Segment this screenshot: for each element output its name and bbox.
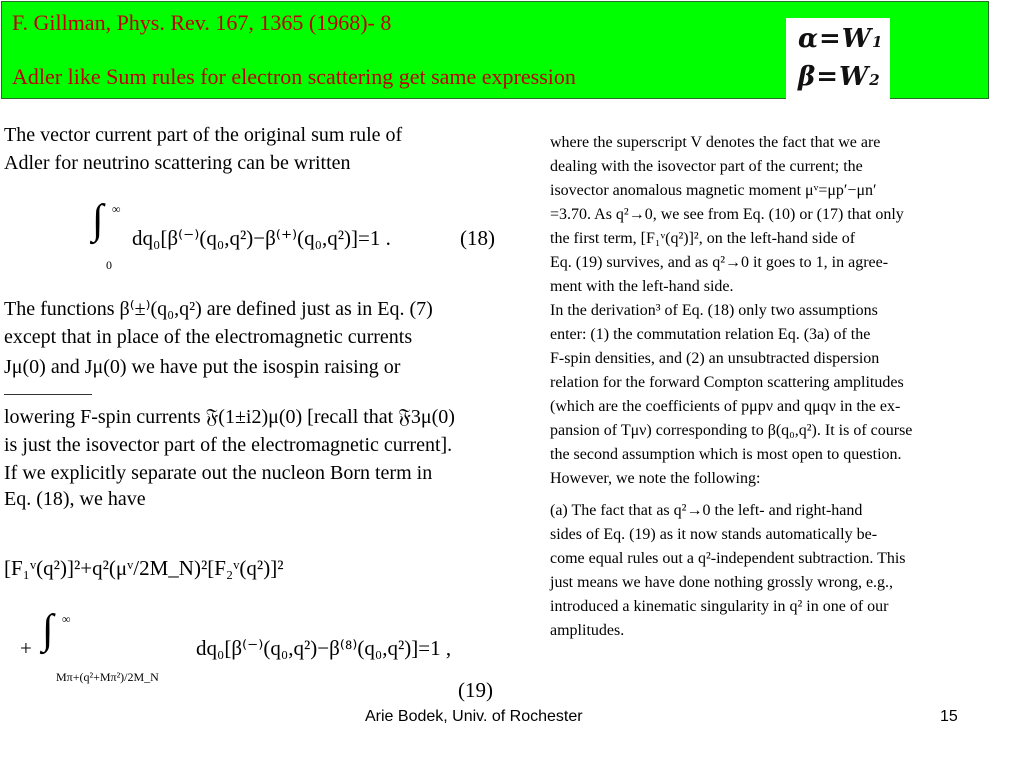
left-p3-line: Eq. (18), we have — [4, 488, 146, 510]
equation-19-number: (19) — [458, 678, 493, 702]
alpha-definition — [798, 24, 883, 54]
right-line: However, we note the following: — [550, 470, 761, 487]
slide-title: F. Gillman, Phys. Rev. 167, 1365 (1968)- 8 — [12, 10, 392, 35]
right-line: F-spin densities, and (2) an unsubtracted dispersion — [550, 350, 880, 367]
right-line: the first term, [F₁ᵛ(q²)]², on the left-hand side of — [550, 230, 856, 247]
definition-box — [786, 18, 890, 100]
beta-definition — [798, 62, 881, 92]
right-line: come equal rules out a q²-independent subtraction. This — [550, 550, 906, 567]
left-p3-line: lowering F-spin currents 𝔉(1±i2)μ(0) [recall that 𝔉3μ(0) — [4, 406, 455, 428]
right-line: sides of Eq. (19) as it now stands automatically be- — [550, 526, 878, 543]
equation-19-integral: dq₀[β⁽⁻⁾(q₀,q²)−β⁽⁸⁾(q₀,q²)]=1 , — [196, 636, 452, 660]
left-p1-line: Adler for neutrino scattering can be written — [4, 152, 351, 174]
slide-subtitle: Adler like Sum rules for electron scattering get same expression — [12, 64, 576, 89]
footer-author: Arie Bodek, Univ. of Rochester — [365, 708, 583, 725]
right-line: enter: (1) the commutation relation Eq. (3a) of the — [550, 326, 871, 343]
alpha-eq-text: α=W — [798, 24, 872, 54]
eq18-upper-limit: ∞ — [112, 202, 121, 216]
right-line: In the derivation³ of Eq. (18) only two assumptions — [550, 302, 878, 319]
left-p2-line: except that in place of the electromagnetic currents — [4, 326, 413, 348]
equation-19-line1: [F₁ᵛ(q²)]²+q²(μᵛ/2M_N)²[F₂ᵛ(q²)]² — [4, 556, 284, 580]
left-p2-line: Jμ(0) and Jμ(0) we have put the isospin raising or — [4, 356, 401, 378]
right-line: isovector anomalous magnetic moment μᵛ=μp′−μn′ — [550, 182, 877, 199]
plus-sign: + — [20, 636, 32, 660]
eq19-upper-limit: ∞ — [62, 612, 71, 626]
right-line: =3.70. As q²→0, we see from Eq. (10) or (17) that only — [550, 206, 904, 223]
integral-sign: ∫ — [42, 607, 54, 653]
right-line: just means we have done nothing grossly wrong, e.g., — [550, 574, 894, 591]
equation-18-number: (18) — [460, 226, 495, 250]
page-number: 15 — [940, 708, 958, 725]
left-p3-line: is just the isovector part of the electromagnetic current]. — [4, 434, 453, 456]
right-line: (which are the coefficients of pμpν and qμqν in the ex- — [550, 398, 901, 415]
left-p1-line: The vector current part of the original sum rule of — [4, 124, 403, 146]
right-line: the second assumption which is most open to question. — [550, 446, 902, 463]
eq19-lower-limit: Mπ+(q²+Mπ²)/2M_N — [56, 670, 159, 684]
right-line: introduced a kinematic singularity in q² in one of our — [550, 598, 889, 615]
integral-sign: ∫ — [92, 197, 104, 243]
right-line: ment with the left-hand side. — [550, 278, 734, 295]
right-line: (a) The fact that as q²→0 the left- and right-hand — [550, 502, 863, 519]
beta-eq-subscript: 2 — [869, 71, 881, 89]
left-p3-line: If we explicitly separate out the nucleon Born term in — [4, 462, 433, 484]
right-line: Eq. (19) survives, and as q²→0 it goes to 1, in agree- — [550, 254, 889, 271]
alpha-eq-subscript: 1 — [872, 33, 884, 51]
beta-eq-text: β=W — [798, 62, 870, 92]
right-line: dealing with the isovector part of the current; the — [550, 158, 863, 175]
right-line: where the superscript V denotes the fact that we are — [550, 134, 881, 151]
equation-18: dq₀[β⁽⁻⁾(q₀,q²)−β⁽⁺⁾(q₀,q²)]=1 . — [132, 226, 391, 250]
left-p2-line: The functions β⁽±⁾(q₀,q²) are defined just as in Eq. (7) — [4, 298, 433, 320]
right-line: pansion of Tμν) corresponding to β(q₀,q²). It is of course — [550, 422, 913, 439]
right-line: relation for the forward Compton scattering amplitudes — [550, 374, 904, 391]
eq18-lower-limit: 0 — [106, 258, 112, 272]
right-line: amplitudes. — [550, 622, 625, 639]
footnote-rule — [4, 394, 92, 395]
